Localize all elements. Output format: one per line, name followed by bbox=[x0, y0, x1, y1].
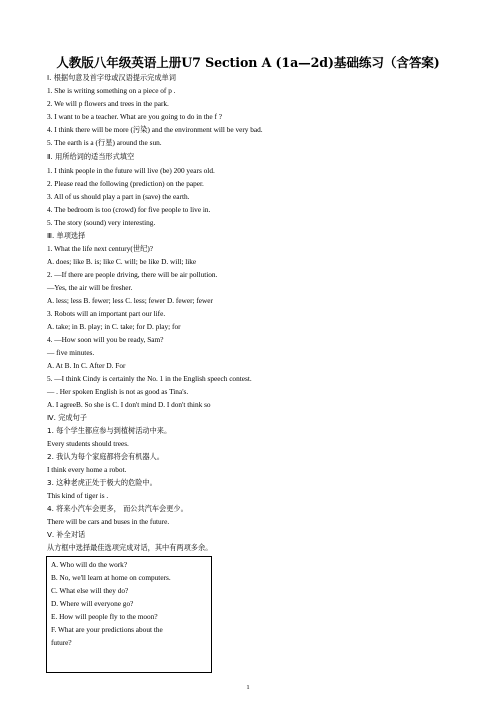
text-line: 从方框中选择最佳选项完成对话，其中有两项多余。 bbox=[47, 543, 213, 552]
text-line: There will be cars and buses in the future. bbox=[47, 517, 170, 526]
option-c: C. What else will they do? bbox=[51, 586, 129, 595]
text-line: 4. I think there will be more (污染) and the environment will be very bad. bbox=[47, 125, 263, 134]
text-line: 4. The bedroom is too (crowd) for five people to live in. bbox=[47, 205, 211, 214]
text-line: 4. 将来小汽车会更多， 而公共汽车会更少。 bbox=[47, 504, 188, 513]
option-d: D. Where will everyone go? bbox=[51, 599, 134, 608]
text-line: A. I agreeB. So she is C. I don't mind D. I don't think so bbox=[47, 400, 211, 409]
text-line: 5. The story (sound) very interesting. bbox=[47, 218, 156, 227]
text-line: A. At B. In C. After D. For bbox=[47, 361, 126, 370]
text-line: 2. Please read the following (prediction) on the paper. bbox=[47, 179, 204, 188]
section-1-heading: Ⅰ. 根据句意及首字母或汉语提示完成单词 bbox=[47, 73, 176, 82]
options-box bbox=[46, 556, 212, 673]
text-line: — . Her spoken English is not as good as Tina's. bbox=[47, 387, 189, 396]
text-line: 3. Robots will an important part our life. bbox=[47, 309, 166, 318]
option-f: F. What are your predictions about the bbox=[51, 625, 163, 634]
text-line: 3. All of us should play a part in (save) the earth. bbox=[47, 192, 190, 201]
text-line: 2. —If there are people driving, there will be air pollution. bbox=[47, 270, 218, 279]
text-line: — five minutes. bbox=[47, 348, 95, 357]
page-title: 人教版八年级英语上册U7 Section A (1a—2d)基础练习（含答案) bbox=[56, 55, 440, 70]
text-line: I think every home a robot. bbox=[47, 465, 127, 474]
text-line: 3. I want to be a teacher. What are you going to do in the f ? bbox=[47, 112, 222, 121]
text-line: —Yes, the air will be fresher. bbox=[47, 283, 133, 292]
option-b: B. No, we'll learn at home on computers. bbox=[51, 573, 171, 582]
section-2-heading: Ⅱ. 用所给词的适当形式填空 bbox=[47, 152, 135, 161]
text-line: 3. 这种老虎正处于极大的危险中。 bbox=[47, 478, 157, 487]
text-line: 5. —I think Cindy is certainly the No. 1 in the English speech contest. bbox=[47, 374, 252, 383]
text-line: 1. What the life next century(世纪)? bbox=[47, 244, 154, 253]
text-line: 1. She is writing something on a piece of p . bbox=[47, 86, 176, 95]
text-line: 1. I think people in the future will live (be) 200 years old. bbox=[47, 166, 215, 175]
section-5-heading: Ⅴ. 补全对话 bbox=[47, 530, 86, 539]
text-line: 2. 我认为每个家庭都将会有机器人。 bbox=[47, 452, 164, 461]
text-line: 2. We will p flowers and trees in the park. bbox=[47, 99, 169, 108]
text-line: This kind of tiger is . bbox=[47, 491, 109, 500]
option-a: A. Who will do the work? bbox=[51, 560, 128, 569]
page-number: 1 bbox=[246, 684, 250, 691]
text-line: 4. —How soon will you be ready, Sam? bbox=[47, 335, 164, 344]
text-line: 1. 每个学生都应参与到植树活动中来。 bbox=[47, 426, 172, 435]
text-line: A. does; like B. is; like C. will; be like D. will; like bbox=[47, 257, 197, 266]
text-line: A. take; in B. play; in C. take; for D. play; for bbox=[47, 322, 181, 331]
section-4-heading: Ⅳ. 完成句子 bbox=[47, 413, 87, 422]
option-e: E. How will people fly to the moon? bbox=[51, 612, 158, 621]
text-line: 5. The earth is a (行星) around the sun. bbox=[47, 138, 162, 147]
text-line: A. less; less B. fewer; less C. less; fewer D. fewer; fewer bbox=[47, 296, 213, 305]
option-f-continued: future? bbox=[51, 638, 72, 647]
text-line: Every students should trees. bbox=[47, 439, 129, 448]
section-3-heading: Ⅲ. 单项选择 bbox=[47, 231, 86, 240]
